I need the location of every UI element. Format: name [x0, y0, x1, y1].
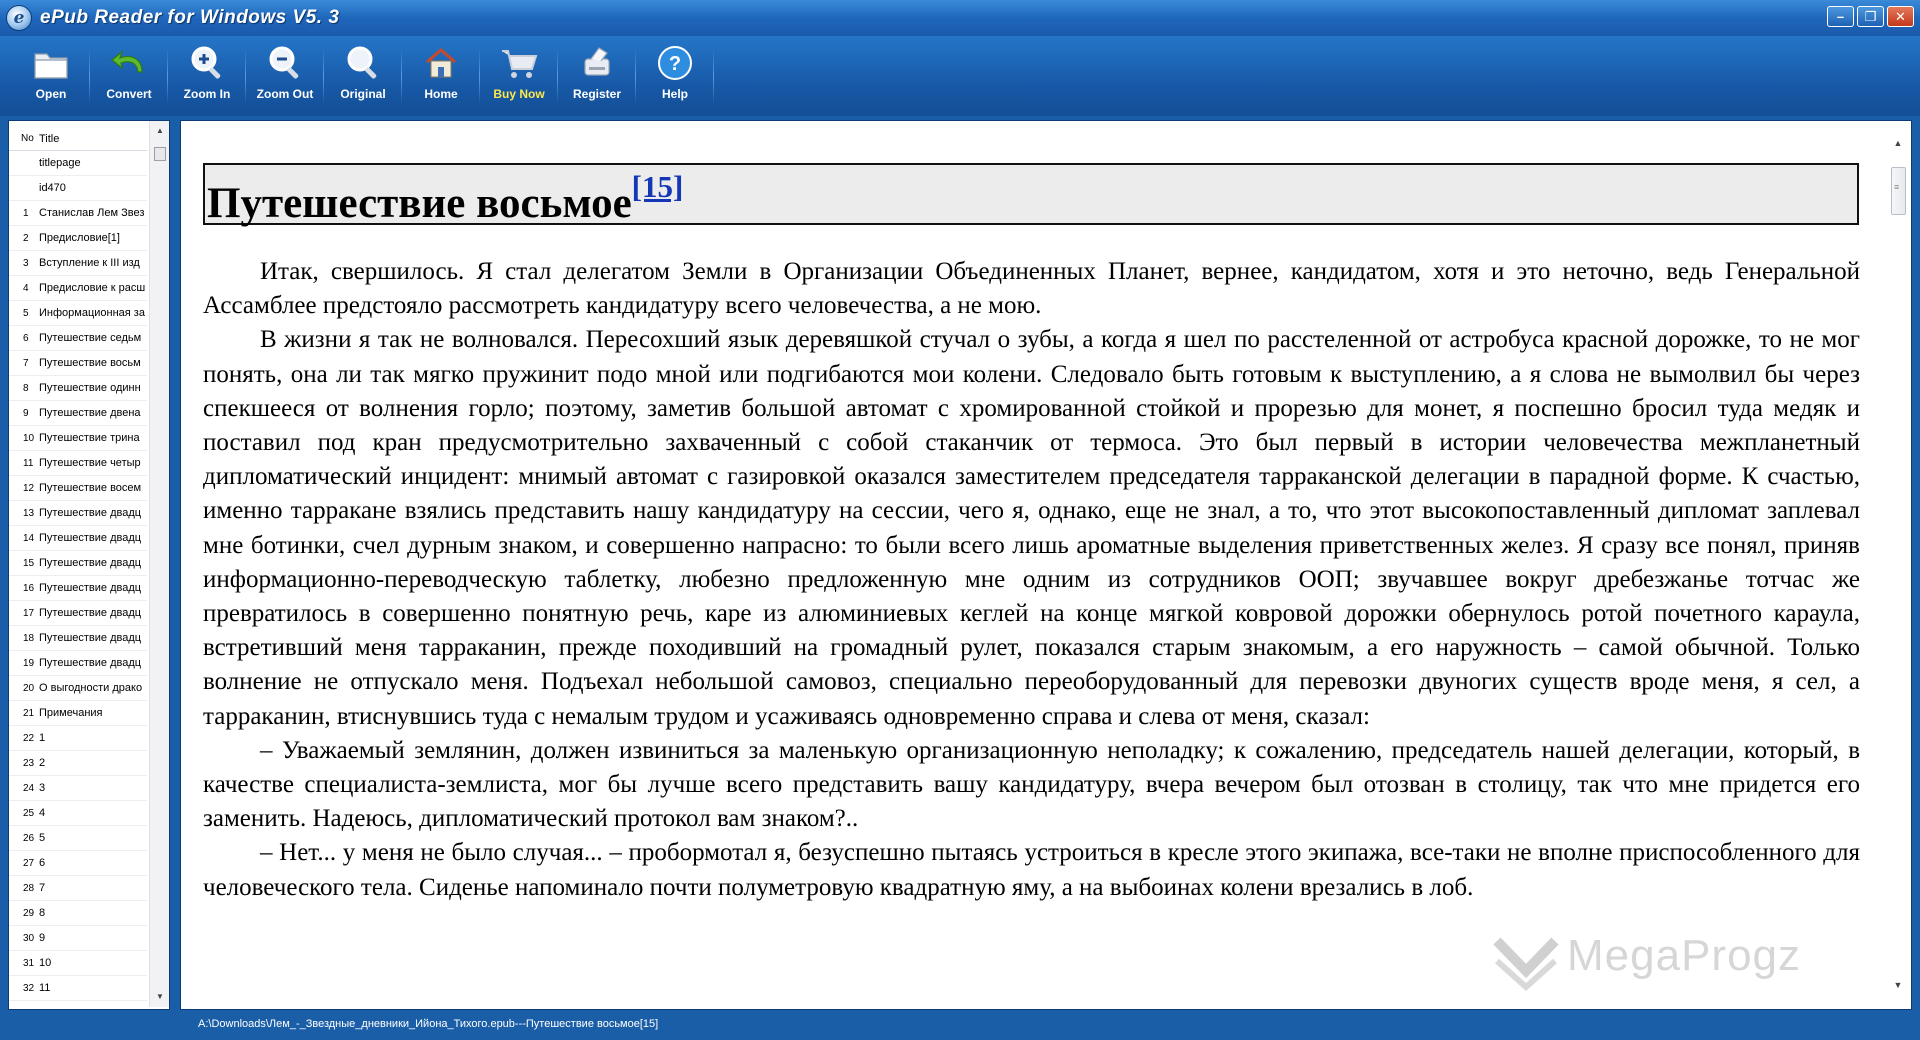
- toc-row[interactable]: [9, 751, 147, 776]
- chapter-heading-box: [203, 163, 1859, 225]
- toc-row-title: titlepage: [39, 157, 81, 169]
- toc-row-no: 25: [23, 807, 35, 819]
- zoom-in-button[interactable]: [168, 36, 246, 116]
- open-button[interactable]: [12, 36, 90, 116]
- toc-row-title: Путешествие одинн: [39, 382, 141, 394]
- paragraph: – Уважаемый землянин, должен извиниться за маленькую организационную неполадку; к сожалению, председатель нашей делегации, который, в качестве специалиста-землиста, мог бы лучше всего представить вашу кандидатуру, вчера вечером был отозван в столицу, так что мне придется его заменить. Надеюсь, дипломатический протокол вам знаком?..: [203, 736, 1860, 833]
- watermark: [1491, 911, 1871, 1001]
- magnifier-icon: [344, 44, 382, 82]
- content-scrollbar[interactable]: [1885, 121, 1911, 1009]
- toc-row[interactable]: [9, 151, 147, 176]
- toc-row-title: 6: [39, 857, 46, 869]
- toc-row[interactable]: [9, 801, 147, 826]
- watermark-text: MegaProgz: [1567, 931, 1802, 980]
- toc-panel: [8, 120, 170, 1010]
- toc-row-title: Путешествие двадц: [39, 532, 142, 544]
- toc-row-title: Путешествие восем: [39, 482, 142, 494]
- toc-row-title: 1: [39, 732, 46, 744]
- cart-icon: [500, 44, 538, 82]
- toc-row[interactable]: [9, 276, 147, 301]
- toc-row-no: 4: [23, 282, 29, 294]
- zoom-out-label: Zoom Out: [256, 87, 314, 101]
- toc-row[interactable]: [9, 451, 147, 476]
- home-icon: [422, 44, 460, 82]
- toc-scroll-up-icon[interactable]: ▲: [156, 125, 164, 135]
- toc-row-title: 9: [39, 932, 46, 944]
- toc-row-no: 28: [23, 882, 35, 894]
- toc-row[interactable]: [9, 201, 147, 226]
- content-scroll-up-icon[interactable]: ▲: [1893, 138, 1903, 148]
- toc-row-title: Путешествие двадц: [39, 557, 142, 569]
- convert-label: Convert: [106, 87, 152, 101]
- toc-row[interactable]: [9, 851, 147, 876]
- toc-row-title: Путешествие четыр: [39, 457, 141, 469]
- toc-row-no: 16: [23, 582, 35, 594]
- window-controls: [1827, 6, 1914, 27]
- toc-row-no: 15: [23, 557, 35, 569]
- toc-row-title: 8: [39, 907, 46, 919]
- toc-row-no: 18: [23, 632, 35, 644]
- toc-scroll-down-icon[interactable]: ▼: [156, 991, 164, 1001]
- chapter-title-text: Путешествие восьмое: [207, 180, 632, 227]
- file-path: A:\Downloads\Лем_-_Звездные_дневники_Ийона_Тихого.epub---Путешествие восьмое[15]: [198, 1018, 659, 1030]
- toc-row-no: 17: [23, 607, 35, 619]
- toc-row-title: Предисловие к расш: [39, 282, 146, 294]
- convert-button[interactable]: [90, 36, 168, 116]
- toc-row-no: 3: [23, 257, 29, 269]
- toc-row[interactable]: [9, 776, 147, 801]
- toc-row[interactable]: [9, 901, 147, 926]
- toc-row-no: 26: [23, 832, 35, 844]
- status-bar: [0, 1012, 1920, 1036]
- toc-row[interactable]: [9, 526, 147, 551]
- toc-row-title: 7: [39, 882, 46, 894]
- toc-scroll-thumb[interactable]: [154, 147, 166, 161]
- folder-icon: [32, 44, 70, 82]
- toc-row-title: Путешествие двадц: [39, 632, 142, 644]
- toc-row-title: Станислав Лем Звез: [39, 207, 145, 219]
- toc-row-title: 11: [39, 982, 51, 994]
- home-button[interactable]: [402, 36, 480, 116]
- chapter-title: [207, 169, 683, 228]
- toc-row[interactable]: [9, 676, 147, 701]
- toc-row-title: Информационная за: [39, 307, 145, 319]
- toc-row-title: Путешествие двена: [39, 407, 141, 419]
- toc-row[interactable]: [9, 976, 147, 1001]
- toc-scrollbar[interactable]: [149, 121, 169, 1007]
- toc-row[interactable]: [9, 876, 147, 901]
- register-label: Register: [572, 87, 622, 101]
- restore-button[interactable]: ❐: [1857, 6, 1884, 27]
- toc-row-title: Примечания: [39, 707, 103, 719]
- toc-row-no: 5: [23, 307, 29, 319]
- toc-row[interactable]: [9, 176, 147, 201]
- toc-row-title: 2: [39, 757, 46, 769]
- toc-row-title: Путешествие восьм: [39, 357, 141, 369]
- buy-now-button[interactable]: [480, 36, 558, 116]
- content-scroll-down-icon[interactable]: ▼: [1893, 980, 1903, 990]
- toc-row-no: 29: [23, 907, 35, 919]
- paragraph: Итак, свершилось. Я стал делегатом Земли в Организации Объединенных Планет, вернее, кандидатом, хотя и это неточно, ведь Генеральной Ассамблее предстояло рассмотреть кандидатуру всего человечества, а не мою.: [203, 258, 1860, 320]
- toc-row-title: Путешествие седьм: [39, 332, 142, 344]
- zoom-in-icon: [188, 44, 226, 82]
- original-label: Original: [340, 87, 386, 101]
- title-bar: [0, 0, 1920, 36]
- toc-row-title: Предисловие[1]: [39, 232, 120, 244]
- toc-row[interactable]: [9, 251, 147, 276]
- toc-row-no: 8: [23, 382, 29, 394]
- toc-row[interactable]: [9, 826, 147, 851]
- toc-row[interactable]: [9, 701, 147, 726]
- toc-row[interactable]: [9, 401, 147, 426]
- toc-row[interactable]: [9, 626, 147, 651]
- toc-row-no: 12: [23, 482, 35, 494]
- toc-row[interactable]: [9, 576, 147, 601]
- toc-row-no: 24: [23, 782, 35, 794]
- minimize-button[interactable]: –: [1827, 6, 1854, 27]
- toc-row[interactable]: [9, 476, 147, 501]
- toc-row[interactable]: [9, 726, 147, 751]
- toc-row-title: 10: [39, 957, 52, 969]
- toc-row-title: Путешествие двадц: [39, 582, 142, 594]
- buy-now-label: Buy Now: [493, 87, 545, 101]
- home-label: Home: [424, 87, 458, 101]
- paragraph: В жизни я так не волновался. Пересохший язык деревяшкой стучал о зубы, а когда я шел по расстеленной от астробуса красной дорожке, то не мог понять, она ли так мягко пружинит подо мной или подгибаются мои колени. Следовало быть готовым к выступлению, а я слова не вымолвил бы через спекшееся от волнения горло; поэтому, заметив большой автомат с хромированной стойкой и прорезью для монет, я поспешно бросил туда медяк и поставил под кран предусмотрительно захваченный с собой стаканчик от термоса. Это был первый в истории человечества межпланетный дипломатический инцидент: мнимый автомат с газировкой оказался заместителем председателя тарраканской делегации в парадной форме. К счастью, именно тарракане взялись представить нашу кандидатуру на сессии, чего я, однако, еще не знал, а то, что этот высокопоставленный дипломат заплевал мне ботинки, счел дурным знаком, и совершенно напрасно: то были всего лишь ароматные выделения приветственных желез. Я сразу все понял, приняв информационно-переводческую таблетку, любезно предложенную мне одним из сотрудников ООП; звучавшее вокруг дребезжанье тотчас же превратилось в совершенно понятную речь, каре из алюминиевых кеглей на конце мягкой ковровой дорожки обернулось ротой почетного караула, встретивший меня тарраканин, прежде походивший на громадный рулет, показался старым знакомым, а его наружность – самой обычной. Только волнение не отпускало меня. Подъехал небольшой самовоз, специально переоборудованный для перевозки двуногих существ вроде меня, я сел, а тарраканин, втиснувшись туда с немалым трудом и усаживаясь одновременно справа и слева от меня, сказал:: [203, 326, 1860, 730]
- toc-row-no: 13: [23, 507, 35, 519]
- toc-row[interactable]: [9, 951, 147, 976]
- reader-content: [180, 120, 1912, 1010]
- toc-row-title: Путешествие двадц: [39, 507, 142, 519]
- toc-row-no: 21: [23, 707, 35, 719]
- toc-row[interactable]: [9, 501, 147, 526]
- toc-row-title: О выгодности драко: [39, 682, 143, 694]
- toc-row-no: 11: [23, 457, 34, 469]
- toc-row-no: 30: [23, 932, 35, 944]
- toc-row[interactable]: [9, 351, 147, 376]
- help-label: Help: [661, 87, 688, 101]
- toc-row-no: 7: [23, 357, 29, 369]
- help-icon: [656, 44, 694, 82]
- register-icon: [578, 44, 616, 82]
- toc-row[interactable]: [9, 301, 147, 326]
- toolbar: [0, 36, 1920, 116]
- toc-row-no: 20: [23, 682, 35, 694]
- toc-row-no: 23: [23, 757, 35, 769]
- footnote-link[interactable]: [15]: [631, 169, 684, 204]
- original-button[interactable]: [324, 36, 402, 116]
- chapter-text: [203, 255, 1860, 905]
- toc-row[interactable]: [9, 551, 147, 576]
- help-button[interactable]: [636, 36, 714, 116]
- convert-arrow-icon: [110, 44, 148, 82]
- open-label: Open: [35, 87, 67, 101]
- toc-header-title: Title: [39, 132, 60, 145]
- svg-text:?: ?: [668, 53, 682, 75]
- close-button[interactable]: ✕: [1887, 6, 1914, 27]
- paragraph: – Нет... у меня не было случая... – пробормотал я, безуспешно пытаясь устроиться в кресле этого экипажа, все-таки не вполне приспособленного для человеческого тела. Сиденье напоминало почти полуметровую квадратную яму, а на выбоинах колени врезались в лоб.: [203, 839, 1860, 901]
- toc-row[interactable]: [9, 376, 147, 401]
- toc-list: [9, 121, 147, 1007]
- toc-row-title: Путешествие двадц: [39, 657, 142, 669]
- toc-row-no: 2: [23, 232, 29, 244]
- zoom-out-icon: [266, 44, 304, 82]
- watermark-logo-icon: [1491, 921, 1561, 991]
- toc-row-title: id470: [39, 182, 66, 194]
- toc-header-no: No: [21, 133, 34, 144]
- toc-row-no: 1: [23, 207, 29, 219]
- toc-row[interactable]: [9, 426, 147, 451]
- toc-row-no: 31: [23, 957, 35, 969]
- toc-row-title: 5: [39, 832, 46, 844]
- toc-row-title: 3: [39, 782, 46, 794]
- toc-row[interactable]: [9, 651, 147, 676]
- toc-row[interactable]: [9, 601, 147, 626]
- toc-row-no: 32: [23, 982, 35, 994]
- toc-row[interactable]: [9, 926, 147, 951]
- content-scroll-thumb[interactable]: [1891, 167, 1906, 215]
- toc-row-no: 14: [23, 532, 35, 544]
- toc-row-title: Путешествие трина: [39, 432, 140, 444]
- toc-row-title: 4: [39, 807, 46, 819]
- app-icon: e: [6, 5, 32, 31]
- toc-row-no: 19: [23, 657, 35, 669]
- toc-row-no: 6: [23, 332, 29, 344]
- register-button[interactable]: [558, 36, 636, 116]
- toc-row-title: Вступление к III изд: [39, 257, 140, 269]
- toc-row[interactable]: [9, 326, 147, 351]
- window-title: ePub Reader for Windows V5. 3: [40, 7, 340, 28]
- zoom-in-label: Zoom In: [183, 87, 231, 101]
- toc-row-title: Путешествие двадц: [39, 607, 142, 619]
- toc-row-no: 27: [23, 857, 35, 869]
- toc-row-no: 22: [23, 732, 35, 744]
- zoom-out-button[interactable]: [246, 36, 324, 116]
- toc-header: [9, 127, 147, 151]
- toc-row[interactable]: [9, 226, 147, 251]
- toc-row-no: 9: [23, 407, 29, 419]
- toc-row-no: 10: [23, 432, 35, 444]
